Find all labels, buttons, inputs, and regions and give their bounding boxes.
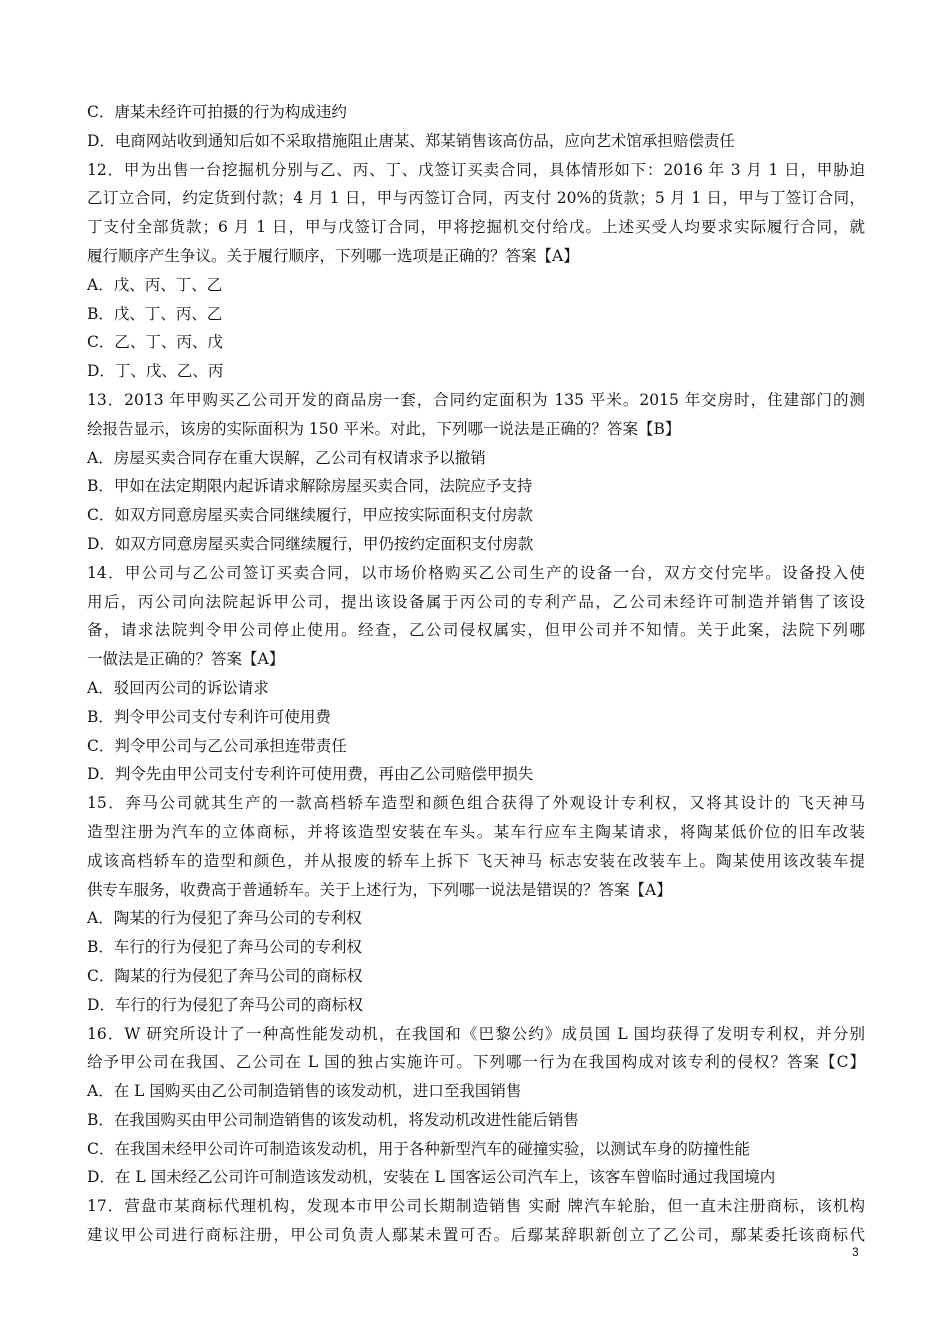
text-line: A．戊、丙、丁、乙	[87, 275, 223, 294]
text-line: A．陶某的行为侵犯了奔马公司的专利权	[87, 909, 362, 928]
text-line: 丁支付全部货款；6 月 1 日，甲与戊签订合同，甲将挖掘机交付给戊。上述买受人均要求实际履行合同，就	[87, 218, 865, 237]
text-line: 供专车服务，收费高于普通轿车。关于上述行为，下列哪一说法是错误的？答案【A】	[87, 880, 672, 899]
text-line: C．陶某的行为侵犯了奔马公司的商标权	[87, 966, 363, 985]
page-number: 3	[852, 1245, 859, 1259]
text-line: 12．甲为出售一台挖掘机分别与乙、丙、丁、戊签订买卖合同，具体情形如下：2016 年 3 月 1 日，甲胁迫	[87, 160, 865, 179]
text-line: 16．W 研究所设计了一种高性能发动机，在我国和《巴黎公约》成员国 L 国均获得了发明专利权，并分别	[87, 1024, 865, 1043]
text-line: B．戊、丁、丙、乙	[87, 304, 223, 323]
text-line: 备，请求法院判令甲公司停止使用。经查，乙公司侵权属实，但甲公司并不知情。关于此案，法院下列哪	[87, 621, 865, 640]
text-line: 乙订立合同，约定货到付款；4 月 1 日，甲与丙签订合同，丙支付 20%的货款；5 月 1 日，甲与丁签订合同，	[87, 189, 865, 208]
text-line: 用后，丙公司向法院起诉甲公司，提出该设备属于丙公司的专利产品，乙公司未经许可制造并销售了该设	[87, 592, 865, 611]
text-line: D．在 L 国未经乙公司许可制造该发动机，安装在 L 国客运公司汽车上，该客车曾临时通过我国境内	[87, 1168, 776, 1187]
text-line: 成该高档轿车的造型和颜色，并从报废的轿车上拆下 飞天神马 标志安装在改装车上。陶某使用该改装车提	[87, 851, 865, 870]
text-line: C．乙、丁、丙、戊	[87, 333, 223, 352]
text-line: A．在 L 国购买由乙公司制造销售的该发动机，进口至我国销售	[87, 1082, 522, 1101]
text-line: C．在我国未经甲公司许可制造该发动机，用于各种新型汽车的碰撞实验，以测试车身的防撞性能	[87, 1139, 750, 1158]
text-line: C．判令甲公司与乙公司承担连带责任	[87, 736, 347, 755]
text-line: 17．营盘市某商标代理机构，发现本市甲公司长期制造销售 实耐 牌汽车轮胎，但一直未注册商标，该机构	[87, 1197, 865, 1216]
text-line: 14．甲公司与乙公司签订买卖合同，以市场价格购买乙公司生产的设备一台，双方交付完毕。设备投入使	[87, 563, 865, 582]
text-line: A．房屋买卖合同存在重大误解，乙公司有权请求予以撤销	[87, 448, 486, 467]
text-line: 给予甲公司在我国、乙公司在 L 国的独占实施许可。下列哪一行为在我国构成对该专利的侵权？答案【C】	[87, 1053, 865, 1072]
text-line: D．丁、戊、乙、丙	[87, 362, 224, 381]
text-line: 一做法是正确的？答案【A】	[87, 650, 285, 669]
text-line: D．如双方同意房屋买卖合同继续履行，甲仍按约定面积支付房款	[87, 534, 534, 553]
text-line: C．如双方同意房屋买卖合同继续履行，甲应按实际面积支付房款	[87, 506, 533, 525]
text-line: 建议甲公司进行商标注册，甲公司负责人鄢某未置可否。后鄢某辞职新创立了乙公司，鄢某委托该商标代	[87, 1226, 865, 1245]
text-line: D．判令先由甲公司支付专利许可使用费，再由乙公司赔偿甲损失	[87, 765, 534, 784]
text-line: 造型注册为汽车的立体商标，并将该造型安装在车头。某车行应车主陶某请求，将陶某低价位的旧车改装	[87, 822, 865, 841]
text-line: D．电商网站收到通知后如不采取措施阻止唐某、郑某销售该高仿品，应向艺术馆承担赔偿责任	[87, 131, 735, 150]
text-line: B．判令甲公司支付专利许可使用费	[87, 707, 331, 726]
page-body	[87, 98, 865, 1250]
text-line: B．车行的行为侵犯了奔马公司的专利权	[87, 938, 362, 957]
text-line: 13．2013 年甲购买乙公司开发的商品房一套，合同约定面积为 135 平米。2015 年交房时，住建部门的测	[87, 390, 865, 409]
text-line: C．唐某未经许可拍摄的行为构成违约	[87, 103, 347, 121]
text-line: A．驳回丙公司的诉讼请求	[87, 678, 269, 697]
text-line: D．车行的行为侵犯了奔马公司的商标权	[87, 995, 363, 1014]
text-line: 履行顺序产生争议。关于履行顺序，下列哪一选项是正确的？答案【A】	[87, 246, 579, 265]
text-line: B．在我国购买由甲公司制造销售的该发动机，将发动机改进性能后销售	[87, 1110, 579, 1129]
text-line: 15．奔马公司就其生产的一款高档轿车造型和颜色组合获得了外观设计专利权，又将其设计的 飞天神马	[87, 794, 865, 813]
text-line: B．甲如在法定期限内起诉请求解除房屋买卖合同，法院应予支持	[87, 477, 533, 496]
text-line: 绘报告显示，该房的实际面积为 150 平米。对此，下列哪一说法是正确的？答案【B】	[87, 419, 681, 438]
